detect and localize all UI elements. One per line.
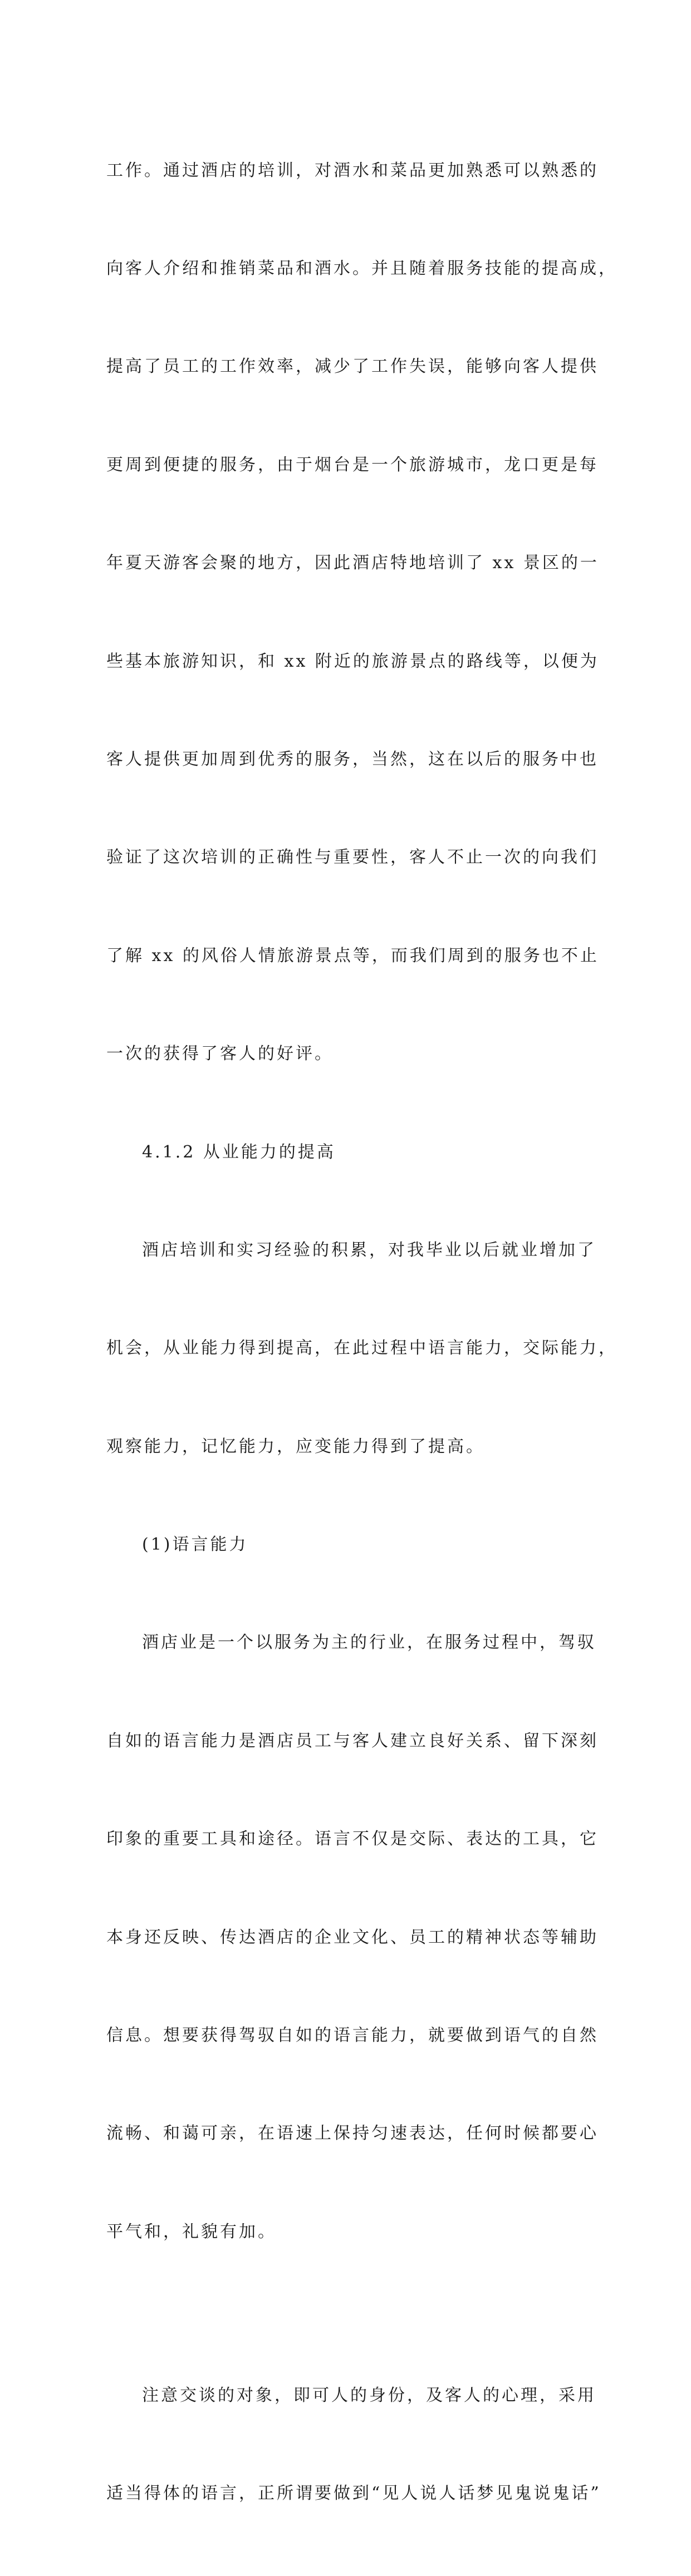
- section-heading-4-1-2: 4.1.2 从业能力的提高: [142, 1142, 336, 1162]
- paragraph-conversation-target: [106, 2314, 602, 2575]
- text-line: 信息。想要获得驾驭自如的语言能力，就要做到语气的自然: [106, 2026, 599, 2046]
- paragraph-career-ability: [106, 1169, 618, 1529]
- text-line: 客人提供更加周到优秀的服务，当然，这在以后的服务中也: [106, 749, 599, 769]
- text-line: 注意交谈的对象，即可人的身份，及客人的心理，采用: [142, 2385, 596, 2405]
- document-body: [106, 89, 618, 2576]
- paragraph-service-knowledge: [106, 89, 618, 1136]
- text-line: 平气和，礼貌有加。: [106, 2222, 277, 2242]
- text-line: 一次的获得了客人的好评。: [106, 1044, 334, 1064]
- text-line: 提高了员工的工作效率，减少了工作失误，能够向客人提供: [106, 357, 599, 377]
- text-line: 酒店培训和实习经验的积累，对我毕业以后就业增加了: [142, 1240, 596, 1260]
- text-line: 向客人介绍和推销菜品和酒水。并且随着服务技能的提高成，: [106, 258, 618, 278]
- text-line: 酒店业是一个以服务为主的行业，在服务过程中，驾驭: [142, 1633, 596, 1653]
- text-line: 机会，从业能力得到提高，在此过程中语言能力，交际能力，: [106, 1338, 618, 1358]
- text-line: 了解 xx 的风俗人情旅游景点等，而我们周到的服务也不止: [106, 945, 599, 966]
- text-line: 印象的重要工具和途径。语言不仅是交际、表达的工具，它: [106, 1829, 599, 1849]
- paragraph-language-ability: [106, 1562, 602, 2314]
- text-line: 工作。通过酒店的培训，对酒水和菜品更加熟悉可以熟悉的: [106, 160, 599, 180]
- text-line: 验证了这次培训的正确性与重要性，客人不止一次的向我们: [106, 848, 599, 868]
- text-line: 适当得体的语言，正所谓要做到“见人说人话梦见鬼说鬼话”: [106, 2484, 601, 2504]
- text-line: 观察能力，记忆能力，应变能力得到了提高。: [106, 1436, 485, 1456]
- text-line: 些基本旅游知识，和 xx 附近的旅游景点的路线等，以便为: [106, 651, 599, 671]
- text-line: 自如的语言能力是酒店员工与客人建立良好关系、留下深刻: [106, 1731, 599, 1751]
- text-line: 更周到便捷的服务，由于烟台是一个旅游城市，龙口更是每: [106, 455, 599, 475]
- text-line: 流畅、和蔼可亲，在语速上保持匀速表达，任何时候都要心: [106, 2124, 599, 2144]
- text-line: 本身还反映、传达酒店的企业文化、员工的精神状态等辅助: [106, 1927, 599, 1947]
- text-line: 年夏天游客会聚的地方，因此酒店特地培训了 xx 景区的一: [106, 553, 599, 573]
- subsection-heading-language-ability: (1)语言能力: [142, 1535, 248, 1555]
